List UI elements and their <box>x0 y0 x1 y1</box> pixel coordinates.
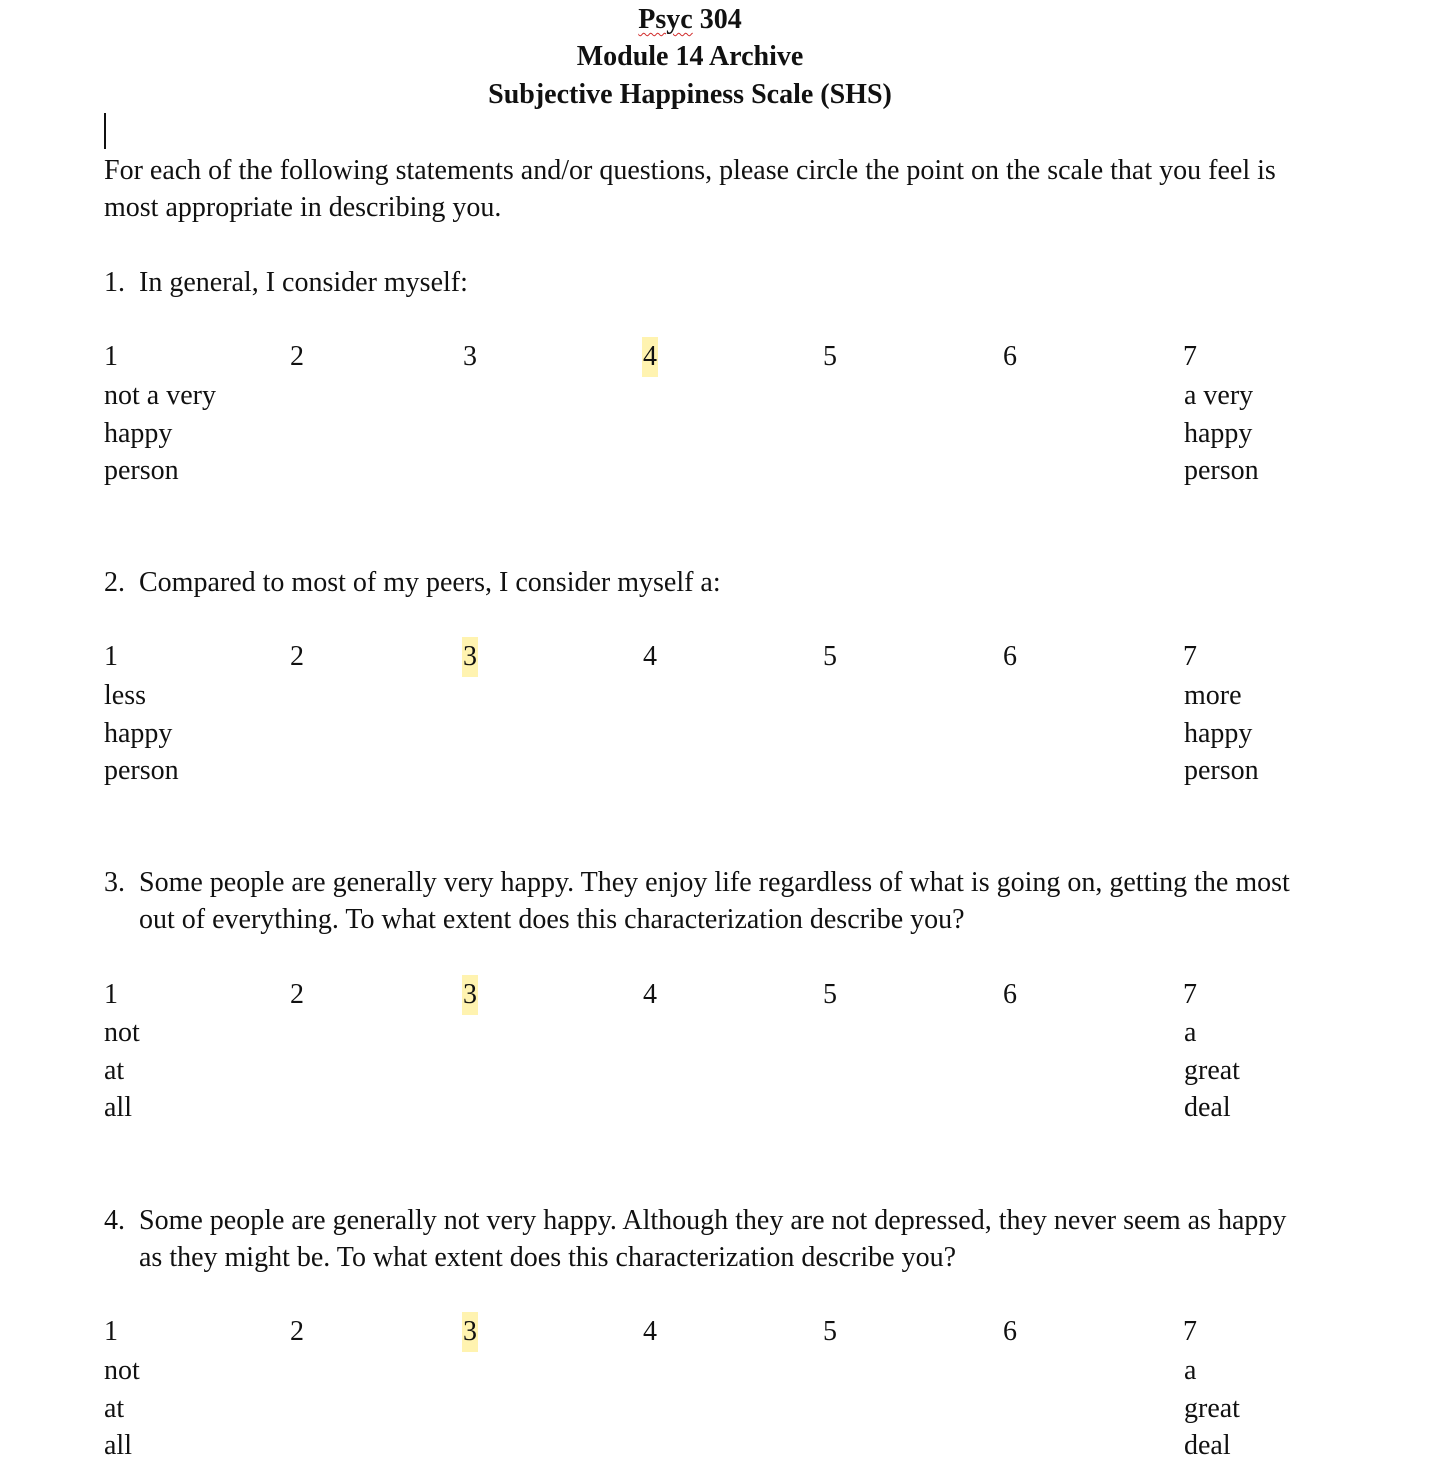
instructions-paragraph: For each of the following statements and/or questions, please circle the point on the scale that you feel is most appropriate in describing you. <box>104 155 1276 223</box>
course-title <box>0 2 1380 38</box>
scale-point-3-selected[interactable]: 3 <box>462 637 478 677</box>
low-anchor-label <box>104 377 216 490</box>
high-anchor-line: a <box>1184 1017 1197 1048</box>
high-anchor-line: great <box>1184 1392 1240 1424</box>
scale-point-2[interactable]: 2 <box>290 1316 304 1347</box>
question-number: 1. <box>104 267 125 298</box>
scale-point-2[interactable]: 2 <box>290 341 304 372</box>
scale-point-1[interactable]: 1 <box>104 641 118 672</box>
question-text: In general, I consider myself: <box>139 267 468 298</box>
scale-point-3-selected[interactable]: 3 <box>462 1312 478 1352</box>
question-text: Compared to most of my peers, I consider myself a: <box>139 567 721 598</box>
low-anchor-line: person <box>104 455 179 486</box>
low-anchor-line: happy <box>104 717 173 749</box>
scale-point-7[interactable]: 7 <box>1183 341 1197 372</box>
low-anchor-label <box>104 1352 140 1465</box>
high-anchor-label <box>1184 1014 1240 1127</box>
low-anchor-line: all <box>104 1092 132 1123</box>
rating-scale-3[interactable] <box>0 975 1441 1015</box>
scale-point-6[interactable]: 6 <box>1003 1316 1017 1347</box>
rating-scale-1[interactable] <box>0 337 1441 377</box>
low-anchor-label <box>104 1014 140 1127</box>
module-title: Module 14 Archive <box>576 41 804 72</box>
scale-point-2[interactable]: 2 <box>290 979 304 1010</box>
course-code-number: 304 <box>692 4 742 35</box>
scale-point-1[interactable]: 1 <box>104 1316 118 1347</box>
scale-point-1[interactable]: 1 <box>104 979 118 1010</box>
scale-point-5[interactable]: 5 <box>823 979 837 1010</box>
question-text: Some people are generally very happy. They enjoy life regardless of what is going on, getting the most out of everything. To what extent does this characterization describe you? <box>139 867 1290 935</box>
scale-point-7[interactable]: 7 <box>1183 1316 1197 1347</box>
high-anchor-line: more <box>1184 680 1242 711</box>
low-anchor-line: not <box>104 1355 140 1386</box>
question-1 <box>104 264 1284 301</box>
scale-point-2[interactable]: 2 <box>290 641 304 672</box>
scale-point-7[interactable]: 7 <box>1183 641 1197 672</box>
scale-point-4[interactable]: 4 <box>643 641 657 672</box>
scale-point-3[interactable]: 3 <box>463 341 477 372</box>
scale-name-title: Subjective Happiness Scale (SHS) <box>488 79 892 110</box>
scale-point-4[interactable]: 4 <box>643 1316 657 1347</box>
high-anchor-line: deal <box>1184 1092 1231 1123</box>
low-anchor-line: person <box>104 755 179 786</box>
low-anchor-line: not a very <box>104 380 216 411</box>
scale-point-5[interactable]: 5 <box>823 1316 837 1347</box>
scale-point-6[interactable]: 6 <box>1003 641 1017 672</box>
high-anchor-line: a very <box>1184 380 1254 411</box>
scale-point-1[interactable]: 1 <box>104 341 118 372</box>
question-number: 2. <box>104 567 125 598</box>
question-text: Some people are generally not very happy. Although they are not depressed, they never seem as happy as they might be. To what extent does this characterization describe you? <box>139 1205 1287 1273</box>
low-anchor-line: at <box>104 1392 125 1424</box>
question-number: 3. <box>104 867 125 898</box>
high-anchor-line: great <box>1184 1054 1240 1086</box>
high-anchor-label <box>1184 677 1259 790</box>
scale-point-5[interactable]: 5 <box>823 641 837 672</box>
low-anchor-line: less <box>104 680 146 711</box>
question-2 <box>104 564 1284 601</box>
scale-point-7[interactable]: 7 <box>1183 979 1197 1010</box>
scale-point-4-selected[interactable]: 4 <box>642 337 658 377</box>
scale-point-6[interactable]: 6 <box>1003 979 1017 1010</box>
high-anchor-label <box>1184 1352 1240 1465</box>
scale-point-5[interactable]: 5 <box>823 341 837 372</box>
low-anchor-line: happy <box>104 417 173 449</box>
course-code-word: Psyc <box>638 4 693 35</box>
text-cursor <box>104 113 106 149</box>
high-anchor-line: deal <box>1184 1430 1231 1461</box>
high-anchor-line: person <box>1184 755 1259 786</box>
low-anchor-label <box>104 677 179 790</box>
high-anchor-line: happy <box>1184 717 1253 749</box>
high-anchor-line: person <box>1184 455 1259 486</box>
scale-point-6[interactable]: 6 <box>1003 341 1017 372</box>
rating-scale-2[interactable] <box>0 637 1441 677</box>
rating-scale-4[interactable] <box>0 1312 1441 1352</box>
low-anchor-line: at <box>104 1054 125 1086</box>
question-4 <box>104 1202 1304 1276</box>
question-3 <box>104 864 1304 938</box>
high-anchor-line: a <box>1184 1355 1197 1386</box>
scale-point-3-selected[interactable]: 3 <box>462 975 478 1015</box>
low-anchor-line: all <box>104 1430 132 1461</box>
high-anchor-label <box>1184 377 1259 490</box>
low-anchor-line: not <box>104 1017 140 1048</box>
scale-point-4[interactable]: 4 <box>643 979 657 1010</box>
question-number: 4. <box>104 1205 125 1236</box>
high-anchor-line: happy <box>1184 417 1253 449</box>
